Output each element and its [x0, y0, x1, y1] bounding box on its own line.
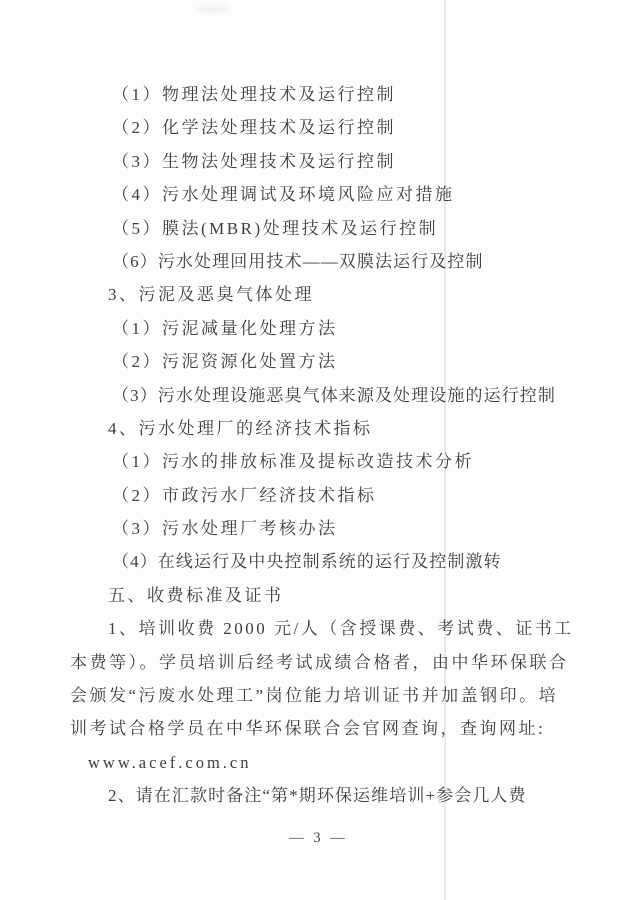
scan-artifact-smudge: [196, 5, 230, 14]
doc-line-para-1-cont-3: 训考试合格学员在中华环保联合会官网查询，查询网址:: [70, 719, 546, 739]
doc-line-item-6: （6）污水处理回用技术——双膜法运行及控制: [112, 251, 484, 271]
doc-line-section-5: 五、收费标准及证书: [108, 585, 284, 605]
doc-line-para-2: 2、请在汇款时备注“第*期环保运维培训+参会几人费: [108, 786, 527, 806]
doc-line-section-4: 4、污水处理厂的经济技术指标: [108, 418, 373, 438]
doc-line-para-1: 1、培训收费 2000 元/人（含授课费、考试费、证书工: [108, 619, 574, 639]
doc-line-item-13: （4）在线运行及中央控制系统的运行及控制激转: [112, 552, 502, 572]
doc-line-para-1-cont-2: 会颁发“污废水处理工”岗位能力培训证书并加盖钢印。培: [70, 686, 559, 706]
doc-line-item-12: （3）污水处理厂考核办法: [112, 519, 338, 539]
doc-line-item-5: （5）膜法(MBR)处理技术及运行控制: [112, 218, 439, 238]
doc-line-website-url: www.acef.com.cn: [88, 752, 252, 772]
doc-line-item-11: （2）市政污水厂经济技术指标: [112, 485, 377, 505]
doc-line-item-4: （4）污水处理调试及环境风险应对措施: [112, 185, 455, 205]
page-number: — 3 —: [289, 830, 348, 846]
doc-line-item-10: （1）污水的排放标准及提标改造技术分析: [112, 452, 474, 472]
doc-line-para-1-cont-1: 本费等）。学员培训后经考试成绩合格者，由中华环保联合: [70, 652, 569, 672]
doc-line-item-3: （3）生物法处理技术及运行控制: [112, 151, 396, 171]
doc-line-item-8: （2）污泥资源化处置方法: [112, 352, 338, 372]
doc-line-item-1: （1）物理法处理技术及运行控制: [112, 85, 396, 104]
doc-line-section-3: 3、污泥及恶臭气体处理: [108, 285, 314, 305]
doc-line-item-9: （3）污水处理设施恶臭气体来源及处理设施的运行控制: [112, 385, 556, 405]
document-body: [0, 78, 637, 813]
doc-line-item-7: （1）污泥减量化处理方法: [112, 318, 338, 338]
doc-line-item-2: （2）化学法处理技术及运行控制: [112, 118, 396, 138]
